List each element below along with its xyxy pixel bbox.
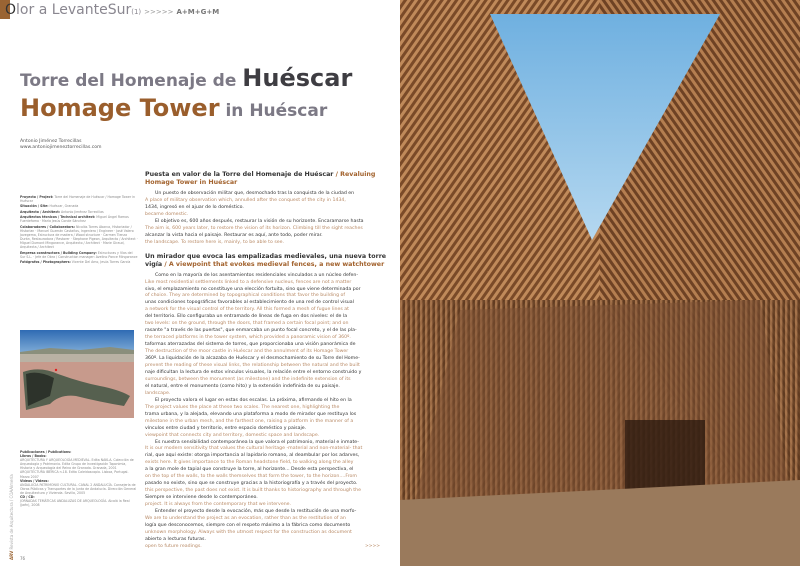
- spanish-line: abierto a lecturas futuras.: [145, 536, 206, 542]
- credit-text: Huéscar, Granada: [48, 204, 79, 209]
- heading-en: / Revaluing Homage Tower in Huéscar: [145, 171, 376, 186]
- publication-item: ANDALUCÍA PATRIMONIO CULTURAL. CANAL 2 ANDALUCÍA. Consejería de Obras Públicas y Transportes de la Junta de Andalucía. Dirección General de Arquitectura y Vivienda. Sevilla, 2005: [20, 482, 137, 495]
- credit-text: Vicente Del Amo, Jesús Torres García: [70, 260, 131, 265]
- english-line: landscape.: [145, 390, 171, 396]
- group-label-text: Libros / Books:: [20, 454, 47, 459]
- title-spanish: [20, 64, 352, 92]
- spanish-line: taformas aterrazadas del sistema de torres, que proporcionaba una visión panorámica de: [145, 342, 356, 348]
- credit-item: [20, 204, 138, 208]
- title-english: [20, 94, 327, 122]
- english-line: A place of military observation which, annulled after the conquest of the city in 1434,: [145, 197, 346, 203]
- section-header: [0, 2, 219, 22]
- credit-item: [20, 251, 138, 259]
- english-line: The aim is, 600 years later, to restore the vision of its horizon. Climbing till the sight reaches: [145, 225, 363, 231]
- article-body: [145, 171, 397, 551]
- english-line: unknown morphology. Always with the utmost respect for the construction as document: [145, 529, 352, 535]
- spanish-line: trama urbana, y la alejada, elevando una plataforma a modo de mirador que restituya los: [145, 411, 357, 417]
- title-es-prefix: Torre del Homenaje de: [20, 71, 243, 91]
- spanish-line: del territorio. Ello configuraba un entramado de líneas de fuga en dos niveles: el de la: [145, 314, 348, 320]
- tower-interior-photo: [400, 0, 800, 566]
- english-line: a network for the visual control of the territory. All this formed a mesh of fugue lines at: [145, 307, 349, 313]
- english-line: of choice. They are determined by topographical conditions that favor the building of: [145, 293, 346, 299]
- spanish-line: 1434, ingresó en el ajuar de lo doméstico.: [145, 204, 244, 210]
- credit-label: Situación / Site:: [20, 204, 49, 209]
- publications-list: [20, 450, 138, 507]
- author-website[interactable]: www.antoniojimeneztorrecillas.com: [20, 145, 102, 151]
- spanish-line: alcanzar la vista hacia el paisaje. Restaurar es aquí, ante todo, poder mirar.: [145, 232, 323, 238]
- credit-text: Torre del Homenaje de Huéscar / Homage Tower in Huéscar: [20, 195, 136, 204]
- spanish-line: El objetivo es, 600 años después, restaurar la visión de su horizonte. Encaramarse hasta: [155, 218, 364, 224]
- heading-en: / A viewpoint that evokes medieval fences, a new watchtower: [162, 260, 385, 268]
- credit-text: Nicolás Torres Abarca, Historiador / Historian · Manuel Guzmán Castaños, Ingeniero / Engineer · José Valero Jovegema, Estructura de madera / Wood structure · Carmen Tienza Durán, Restauradora / Restorer · Stephane Pigeon, Arquitecto / Architect · Miguel Dumont Mingorance, Arquitecto / Architect · Marie Giraud, Arquitecta / Architect: [20, 224, 138, 250]
- spanish-line: Siempre se interviene desde lo contemporáneo.: [145, 495, 258, 501]
- english-line: became domestic.: [145, 211, 189, 217]
- publication-item: ARQUITECTURA IBÉRICA n.18. Edita Caleidoscopio. Lisboa, Portugal. Marzo 2007: [20, 470, 129, 479]
- spanish-line: Un puesto de observación militar que, desmochado tras la conquista de la ciudad en: [155, 191, 355, 196]
- english-line: viewpoint that connects city and territory, domestic space and landscape.: [145, 432, 320, 438]
- english-line: project. It is always from the contemporary that we intervene.: [145, 502, 292, 508]
- english-line: exists here. It gives importance to the Roman headstone field, to walking along the alley: [145, 460, 354, 466]
- section-first-letter: O: [5, 2, 17, 18]
- author-name: Antonio Jiménez Torrecillas: [20, 139, 82, 144]
- credit-item: [20, 195, 138, 203]
- section-heading: [145, 171, 397, 187]
- credit-item: [20, 210, 138, 214]
- section-heading: [145, 253, 397, 269]
- spanish-line: rasante "a través de las puertas", que enmarcaba un punto focal concreto, y el de las pla-: [145, 328, 357, 334]
- credit-item: [20, 215, 138, 223]
- spanish-line: a la gran mole de tapial que construye la torre, al horizonte... Desde esta perspectiva, el: [145, 467, 354, 473]
- credit-label: Arquitecto / Architect:: [20, 209, 61, 214]
- spanish-line: vínculos entre ciudad y territorio, entre espacio doméstico y paisaje.: [145, 425, 307, 431]
- english-line: The destruction of the moor castle in Huéscar and the annulment of its Homage Tower: [145, 349, 349, 355]
- english-line: surroundings, between the monument (as milestone) and the indefinite extension of its: [145, 376, 351, 382]
- spanish-line: El proyecto valora el lugar en estas dos escalas. La próxima, afirmando el hito en la: [155, 397, 352, 403]
- english-line: milestone in the urban mesh, and the farthest one, raising a platform in the manner of a: [145, 418, 354, 424]
- spanish-line: 360º. La liquidación de la alcazaba de Huéscar y el desmochamiento de su Torre del Home-: [145, 356, 360, 362]
- heading-es: Puesta en valor de la Torre del Homenaje de Huéscar: [145, 171, 334, 178]
- continues-marker: >>>>: [365, 544, 381, 549]
- spanish-line: unas condiciones topográficas favorables al establecimiento de una red de control visual: [145, 300, 354, 306]
- credit-item: [20, 260, 138, 264]
- spanish-line: rial, que aquí existe: otorga importancia al lapidario romano, al deambular por los adarves,: [145, 453, 360, 459]
- english-line: open to future readings.: [145, 543, 202, 549]
- section-number: (1): [131, 8, 142, 16]
- arrows: >>>>>: [144, 8, 174, 16]
- group-label-text: Videos / Videos:: [20, 478, 49, 483]
- spanish-line: logía que desconocemos, siempre con el respeto máximo a la fábrica como documento: [145, 522, 351, 528]
- spanish-line: el natural, entre el monumento (como hito) y la extensión indefinida de su paisaje.: [145, 383, 340, 389]
- credit-label: Empresa constructora / Building Company:: [20, 250, 97, 255]
- english-line: this perspective, the past does not exist. It is built thanks to historiography and through the: [145, 488, 361, 494]
- english-line: the landscape. To restore here is, mainly, to be able to see.: [145, 239, 285, 245]
- spanish-line: Es nuestra sensibilidad contemporánea la que valora el patrimonio, material e inmate-: [155, 439, 359, 445]
- english-line: It is our modern sensitivity that values the cultural heritage -material and non-material- that: [145, 446, 363, 452]
- page-number: 76: [20, 556, 26, 561]
- english-line: the terraced platforms in the tower system, which provided a panoramic vision of 360º.: [145, 335, 351, 341]
- spanish-line: sivo, el emplazamiento no constituye una elección fortuita, sino que viene determinada por: [145, 286, 361, 292]
- publications-heading-text: Publicaciones / Publications:: [20, 450, 72, 454]
- title-en-big: Homage Tower: [20, 94, 220, 122]
- section-name: lor a LevanteSur: [16, 2, 132, 18]
- group-label-text: CD / CD:: [20, 495, 35, 500]
- english-line: prevent the reading of these visual links, the relationship between the natural and the built: [145, 363, 360, 369]
- spanish-line: Como en la mayoría de los asentamientos residenciales vinculados a un núcleo defen-: [155, 272, 359, 278]
- english-line: The project values the place at these two scales. The nearest one, highlighting the: [145, 404, 340, 410]
- title-es-big: Huéscar: [242, 64, 353, 92]
- magazine-subtitle: Revista de Arquitectura / COAAlmería: [9, 474, 14, 551]
- magazine-name: ARV: [9, 550, 14, 560]
- credit-text: Estructuras y Vías del Sur S.L. · Jefe de Obra / Construction manager: Avelino Ponce Mingorance: [20, 250, 138, 259]
- credit-label: Fotógrafos / Photographers:: [20, 260, 71, 265]
- english-line: Like most residential settlements linked to a defensive nucleus, fences are not a matter: [145, 279, 352, 285]
- english-line: We are to understand the project as an evocation, rather than as the restitution of an: [145, 515, 346, 521]
- credits-sidebar: [20, 195, 138, 265]
- magazine-vertical-caption: [9, 474, 14, 560]
- publication-item: ARQUITECTURA Y ARQUEOLOGÍA MEDIEVAL. Edita NAKLA. Colección de Arqueología y Patrimonio. Edita Grupo de Investigación Toponimia, Historia y Arqueología del Reino de Granada. Granada, 2001: [20, 458, 134, 471]
- credit-label: Colaboradores / Collaborators:: [20, 224, 75, 229]
- author-block: [20, 139, 102, 151]
- title-en-suffix: in Huéscar: [219, 101, 328, 121]
- credit-item: [20, 225, 138, 250]
- english-line: on the top of the walls, to the walls themselves that form the tower, to the horizon....From: [145, 474, 357, 480]
- credit-text: Miguel Ángel Ramos Fuentefamo · María Jesús Conde Sánchez: [20, 215, 129, 224]
- spanish-line: Entender el proyecto desde la evocación, más que desde la restitución de una morfo-: [155, 509, 357, 515]
- spanish-line: naje dificultan la lectura de estos vínculos visuales, la relación entre el entorno construido y: [145, 369, 362, 375]
- publication-item: JORNADAS TEMÁTICAS ANDALUZAS DE ARQUEOLOGÍA. Alcalá la Real (Jaén), 2008: [20, 499, 130, 508]
- site-photo: [20, 330, 134, 418]
- credit-label: Proyecto / Project:: [20, 195, 54, 199]
- credit-text: Antonio Jiménez Torrecillas: [60, 209, 104, 214]
- credit-label: Arquitectos técnicos / Technical architect:: [20, 215, 96, 220]
- spanish-line: pasado no existe, sino que se construye gracias a la historiografía y a través del proyecto.: [145, 481, 358, 487]
- heading-es: Un mirador que evoca las empalizadas medievales, una nueva torre vigía: [145, 252, 387, 268]
- authors-code: A+M+G+M: [176, 8, 220, 16]
- english-line: two levels: on the ground, through the doors, that framed a certain focal point; and on: [145, 321, 349, 327]
